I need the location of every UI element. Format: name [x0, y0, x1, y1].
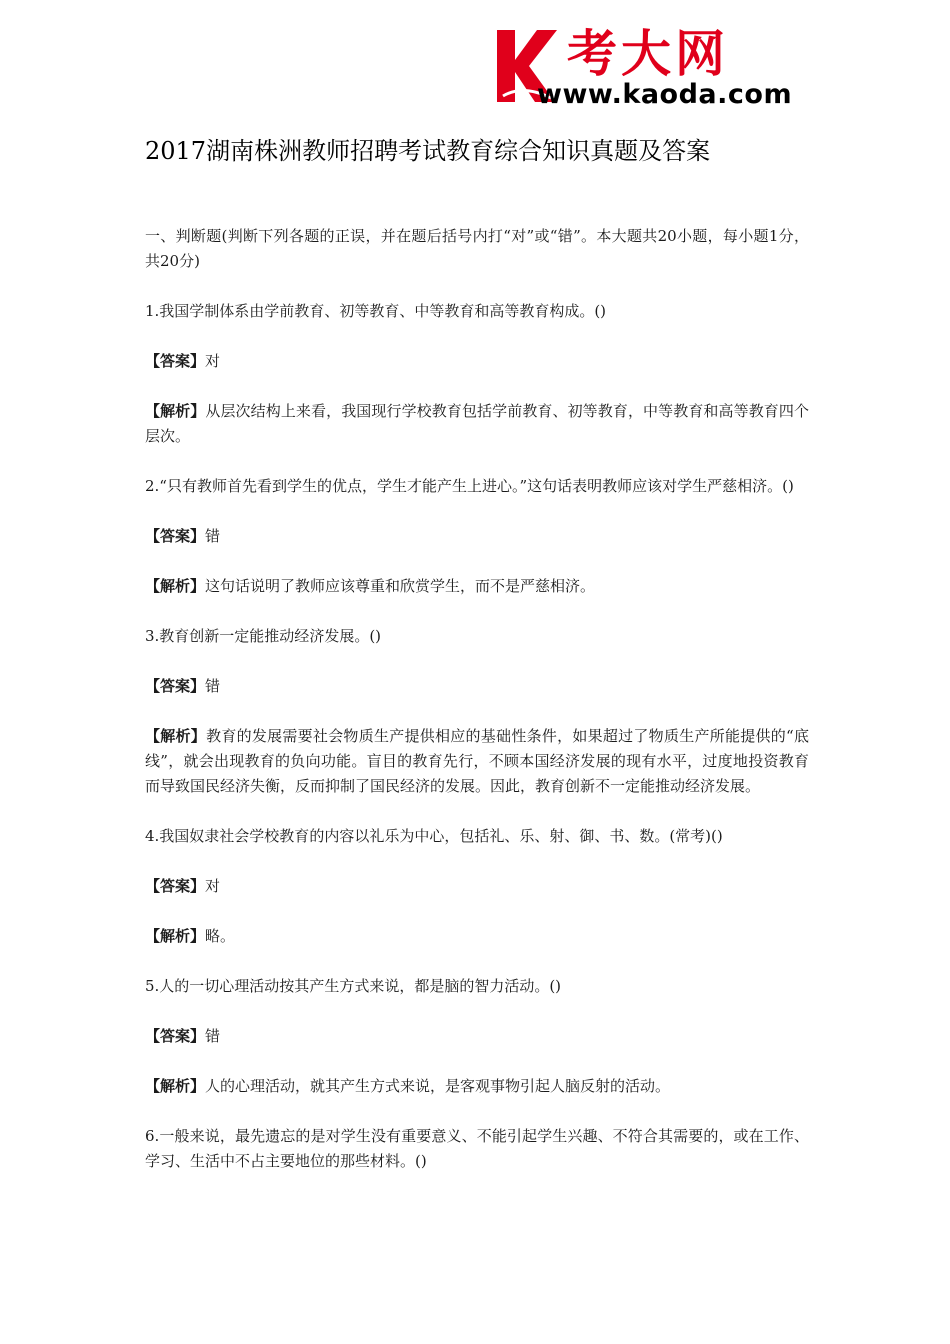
analysis-text: 从层次结构上来看，我国现行学校教育包括学前教育、初等教育，中等教育和高等教育四个层次。 [145, 402, 809, 445]
page-title: 2017湖南株洲教师招聘考试教育综合知识真题及答案 [145, 137, 711, 165]
question-4: 4.我国奴隶社会学校教育的内容以礼乐为中心，包括礼、乐、射、御、书、数。(常考)() [145, 827, 723, 845]
analysis-label: 【解析】 [145, 402, 206, 420]
answer-3 [145, 674, 809, 699]
answer-2 [145, 524, 809, 549]
analysis-text: 这句话说明了教师应该尊重和欣赏学生，而不是严慈相济。 [205, 577, 596, 595]
analysis-1 [145, 399, 809, 449]
analysis-text: 教育的发展需要社会物质生产提供相应的基础性条件，如果超过了物质生产所能提供的“底线”，就会出现教育的负向功能。盲目的教育先行，不顾本国经济发展的现有水平，过度地投资教育而导致国民经济失衡，反而抑制了国民经济的发展。因此，教育创新不一定能推动经济发展。 [145, 727, 809, 795]
analysis-2 [145, 574, 809, 599]
analysis-label: 【解析】 [145, 727, 207, 745]
question-6: 6.一般来说，最先遗忘的是对学生没有重要意义、不能引起学生兴趣、不符合其需要的，或在工作、学习、生活中不占主要地位的那些材料。() [145, 1127, 809, 1170]
question-2: 2.“只有教师首先看到学生的优点，学生才能产生上进心。”这句话表明教师应该对学生严慈相济。() [145, 477, 794, 495]
question-1: 1.我国学制体系由学前教育、初等教育、中等教育和高等教育构成。() [145, 302, 607, 320]
answer-label: 【答案】 [145, 527, 206, 545]
analysis-label: 【解析】 [145, 927, 206, 945]
answer-1 [145, 349, 809, 374]
analysis-text: 略。 [205, 927, 236, 945]
analysis-5 [145, 1074, 809, 1099]
logo-brand-text: 考大网 [567, 25, 729, 83]
answer-label: 【答案】 [145, 352, 206, 370]
answer-5 [145, 1024, 809, 1049]
answer-value: 错 [205, 527, 221, 545]
answer-value: 对 [205, 352, 221, 370]
analysis-text: 人的心理活动，就其产生方式来说，是客观事物引起人脑反射的活动。 [205, 1077, 671, 1095]
logo-url-text: www.kaoda.com [537, 79, 793, 110]
document-body [145, 224, 809, 1174]
kaoda-logo [493, 26, 813, 110]
answer-label: 【答案】 [145, 877, 206, 895]
question-5: 5.人的一切心理活动按其产生方式来说，都是脑的智力活动。() [145, 977, 562, 995]
answer-label: 【答案】 [145, 1027, 206, 1045]
answer-4 [145, 874, 809, 899]
question-3: 3.教育创新一定能推动经济发展。() [145, 627, 382, 645]
answer-value: 错 [205, 677, 221, 695]
analysis-3 [145, 724, 809, 799]
answer-label: 【答案】 [145, 677, 206, 695]
answer-value: 错 [205, 1027, 221, 1045]
analysis-label: 【解析】 [145, 577, 206, 595]
answer-value: 对 [205, 877, 221, 895]
section-heading: 一、判断题(判断下列各题的正误，并在题后括号内打“对”或“错”。本大题共20小题，每小题1分，共20分) [145, 227, 809, 270]
analysis-4 [145, 924, 809, 949]
analysis-label: 【解析】 [145, 1077, 206, 1095]
